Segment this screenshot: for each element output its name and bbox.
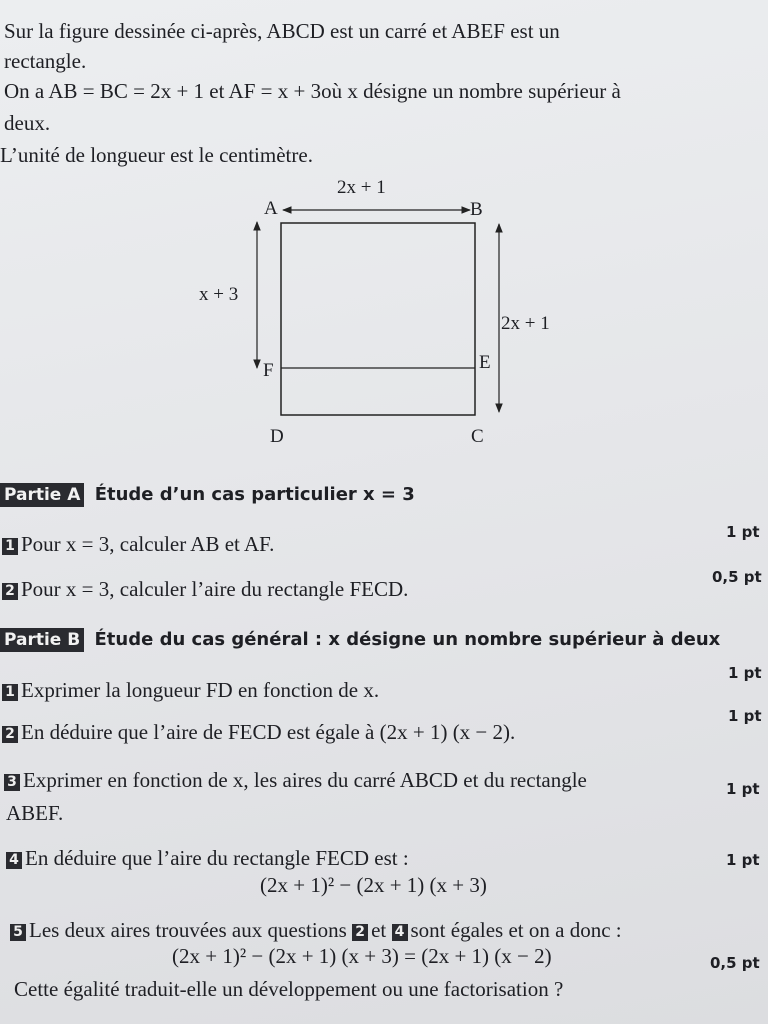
question-number: 1 [2, 684, 18, 701]
label-left-length: x + 3 [199, 284, 239, 305]
intro-line-1: Sur la figure dessinée ci-après, ABCD est un carré et ABEF est un [4, 19, 560, 43]
part-a-heading [0, 483, 415, 507]
part-b-question-4-formula: (2x + 1)² − (2x + 1) (x + 3) [260, 873, 487, 897]
part-a-question-2 [2, 576, 408, 602]
part-a-badge: Partie A [0, 483, 84, 507]
label-right-length: 2x + 1 [501, 313, 550, 334]
part-b-question-3 [4, 767, 587, 793]
vertex-d: D [270, 426, 284, 447]
vertex-b: B [470, 199, 483, 220]
question-reference: 2 [352, 924, 368, 941]
question-text-b: et [371, 918, 387, 942]
part-b-question-3-cont: ABEF. [6, 801, 64, 825]
question-number: 1 [2, 538, 18, 555]
points: 1 pt [728, 707, 762, 725]
part-b-title: Étude du cas général : x désigne un nombre supérieur à deux [94, 629, 721, 650]
question-number: 3 [4, 774, 20, 791]
part-a-title: Étude d’un cas particulier x = 3 [94, 484, 415, 505]
vertex-c: C [471, 426, 484, 447]
points: 0,5 pt [710, 954, 760, 972]
intro-line-5: L’unité de longueur est le centimètre. [0, 143, 313, 167]
question-number: 2 [2, 583, 18, 600]
part-b-question-4 [6, 845, 409, 871]
intro-line-3: On a AB = BC = 2x + 1 et AF = x + 3où x désigne un nombre supérieur à [4, 79, 621, 103]
part-b-question-2 [2, 719, 515, 745]
points: 1 pt [726, 780, 760, 798]
part-b-question-5-formula: (2x + 1)² − (2x + 1) (x + 3) = (2x + 1) (x − 2) [172, 944, 552, 968]
part-b-heading [0, 628, 720, 652]
question-reference: 4 [392, 924, 408, 941]
part-a-question-1 [2, 531, 274, 557]
vertex-a: A [264, 198, 278, 219]
intro-line-4: deux. [4, 111, 51, 135]
part-b-question-5-question: Cette égalité traduit-elle un développement ou une factorisation ? [14, 977, 564, 1001]
points: 1 pt [726, 851, 760, 869]
question-text-a: Les deux aires trouvées aux questions [29, 918, 347, 942]
label-top-length: 2x + 1 [337, 177, 386, 198]
question-number: 5 [10, 924, 26, 941]
question-text-c: sont égales et on a donc : [410, 918, 622, 942]
vertex-f: F [263, 360, 274, 381]
points: 1 pt [728, 664, 762, 682]
intro-line-2: rectangle. [4, 49, 87, 73]
question-text: Pour x = 3, calculer l’aire du rectangle FECD. [21, 577, 409, 601]
question-number: 2 [2, 726, 18, 743]
points: 0,5 pt [712, 568, 762, 586]
part-b-question-5 [10, 917, 622, 943]
question-text: En déduire que l’aire du rectangle FECD est : [25, 846, 409, 870]
question-text: Exprimer la longueur FD en fonction de x. [21, 678, 380, 702]
part-b-question-1 [2, 677, 379, 703]
question-text: Pour x = 3, calculer AB et AF. [21, 532, 275, 556]
question-text: Exprimer en fonction de x, les aires du carré ABCD et du rectangle [23, 768, 587, 792]
points: 1 pt [726, 523, 760, 541]
part-b-badge: Partie B [0, 628, 84, 652]
square-abcd [281, 223, 475, 415]
question-number: 4 [6, 852, 22, 869]
question-text: En déduire que l’aire de FECD est égale à (2x + 1) (x − 2). [21, 720, 516, 744]
vertex-e: E [479, 352, 491, 373]
